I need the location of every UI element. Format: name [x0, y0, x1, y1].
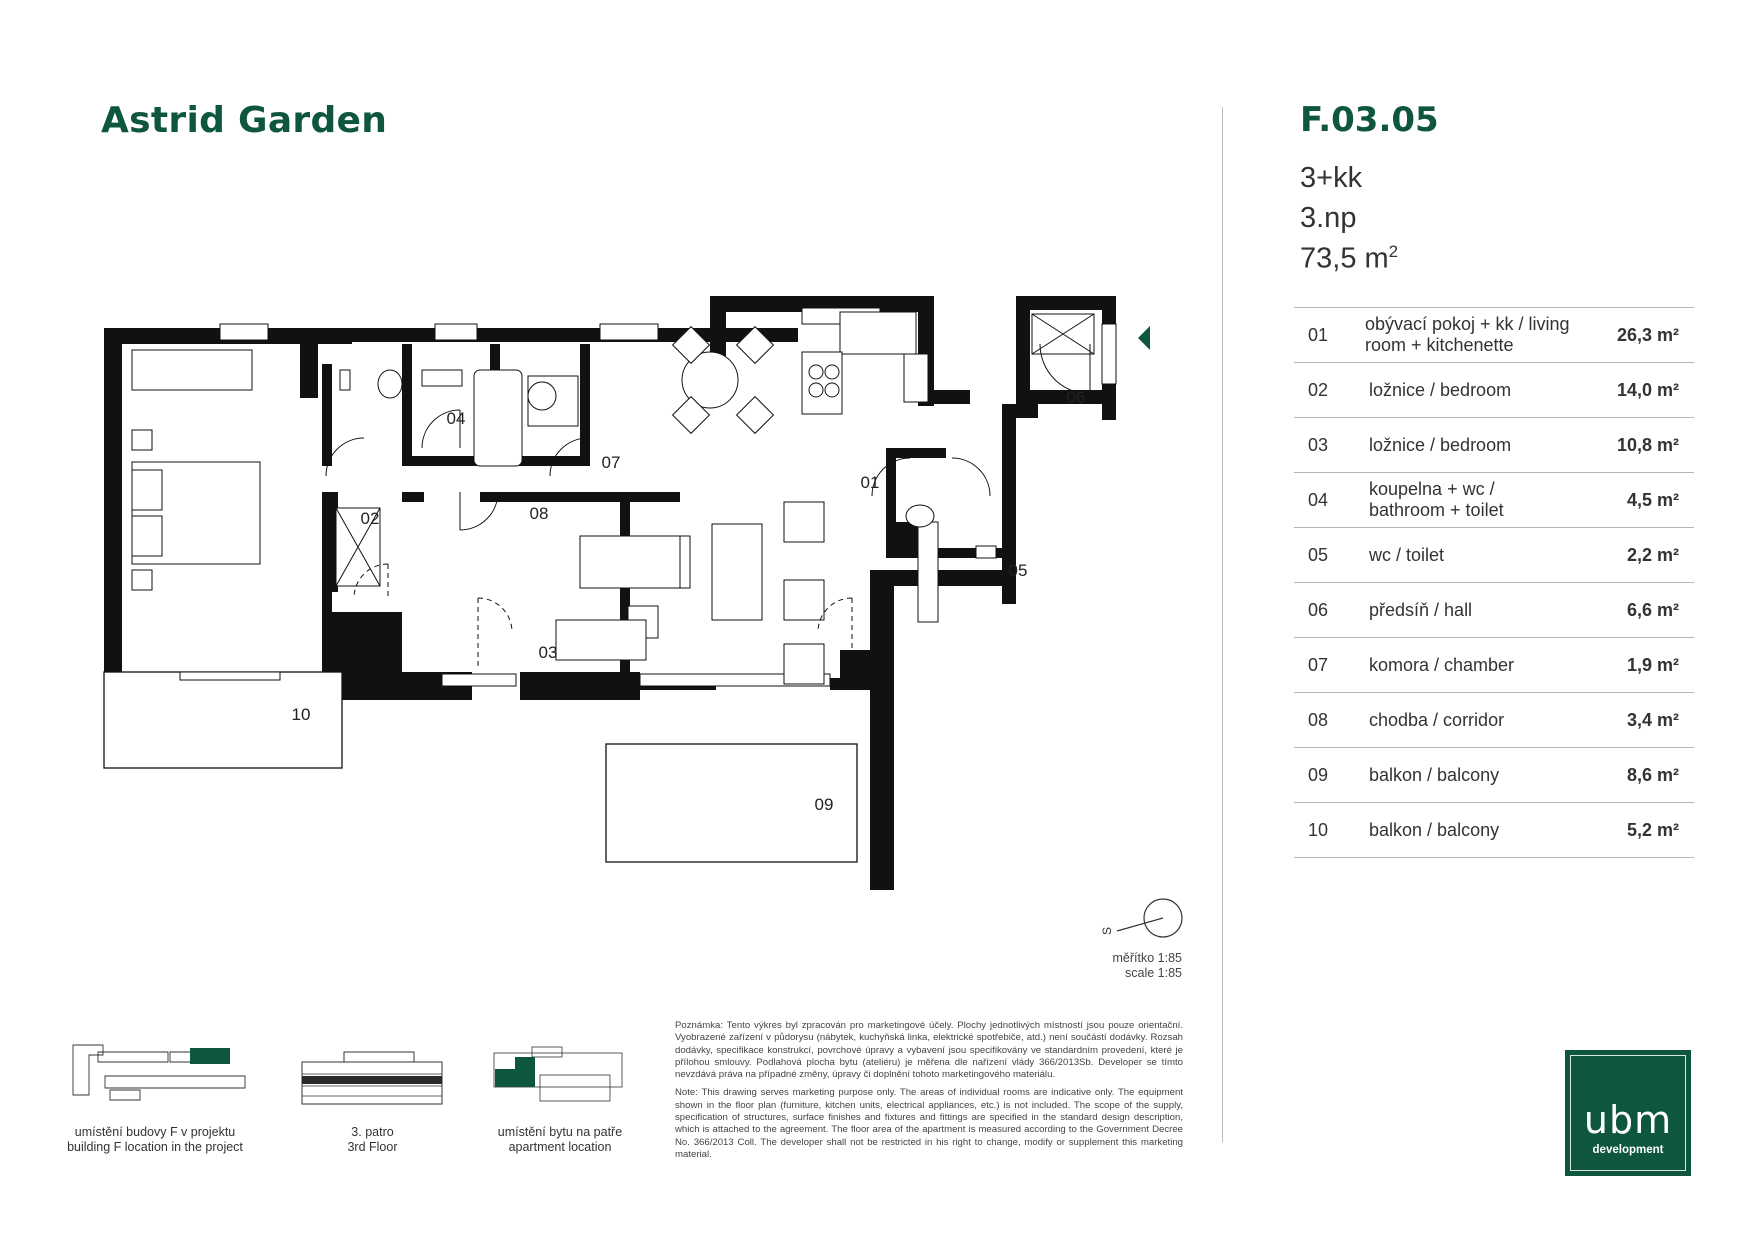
caption-en: apartment location — [508, 1140, 612, 1154]
scale-note — [1100, 951, 1182, 981]
room-number: 06 — [1308, 599, 1329, 620]
room-number: 10 — [1308, 819, 1329, 840]
room-name: wc / toilet — [1369, 544, 1445, 565]
room-schedule-table — [1294, 307, 1694, 858]
room-row — [1294, 473, 1694, 528]
room-row — [1294, 418, 1694, 473]
logo-wordmark: ubm — [1583, 1098, 1673, 1142]
room-label-03: 03 — [538, 643, 558, 662]
room-name: balkon / balcony — [1369, 819, 1500, 840]
room-row — [1294, 583, 1694, 638]
room-name: balkon / balcony — [1369, 764, 1500, 785]
room-area: 26,3 m² — [1616, 324, 1679, 345]
room-row — [1294, 638, 1694, 693]
room-area: 10,8 m² — [1616, 434, 1679, 455]
room-name: obývací pokoj + kk / living room + kitchenette — [1364, 314, 1570, 355]
room-area: 3,4 m² — [1626, 709, 1679, 730]
room-label-10: 10 — [291, 705, 311, 724]
compass-label: S — [1100, 926, 1114, 935]
toilet-04 — [378, 370, 402, 398]
room-number: 01 — [1308, 324, 1329, 345]
entrance-arrow-icon — [1138, 326, 1150, 350]
sofa — [712, 524, 762, 620]
apartment-floor: 3.np — [1300, 202, 1357, 234]
legal-note-cz: Poznámka: Tento výkres byl zpracován pro marketingové účely. Plochy jednotlivých místností jsou pouze orientační. Vyobrazené zařízení v půdorysu (nábytek, kuchyňská linka, elektrické spotřebiče, atd.) není součástí dodávky. Rozsah dodávky, specifikace konstrukcí, povrchové úpravy a vybavení jsou specifikovány ve standardním provedení, které je přílohou smlouvy. Podlahová plocha bytu (ateliéru) je měřena dle nařízení vlády 366/2013Sb. Developer se tímto nevzdává práva na případné změny, úpravy či doplnění tohoto marketingového materiálu. — [675, 1020, 1183, 1081]
room-area: 4,5 m² — [1626, 489, 1679, 510]
room-number: 09 — [1308, 764, 1329, 785]
apartment-location-thumbnail — [492, 1045, 627, 1105]
caption-cz: 3. patro — [351, 1125, 394, 1139]
caption-en: building F location in the project — [67, 1140, 243, 1154]
apartment-type: 3+kk — [1300, 162, 1363, 194]
balconies — [104, 672, 857, 862]
kitchen-counter — [840, 312, 916, 354]
room-label-06: 06 — [1066, 388, 1086, 407]
room-number: 03 — [1308, 434, 1329, 455]
project-title: Astrid Garden — [101, 100, 388, 141]
developer-logo — [1565, 1050, 1691, 1176]
bed-single — [580, 536, 690, 588]
room-number: 08 — [1308, 709, 1329, 730]
room-row — [1294, 803, 1694, 858]
caption-cz: umístění budovy F v projektu — [74, 1125, 236, 1139]
room-row — [1294, 363, 1694, 418]
room-name: komora / chamber — [1369, 654, 1515, 675]
room-name: ložnice / bedroom — [1369, 379, 1512, 400]
room-number: 04 — [1308, 489, 1329, 510]
apartment-area — [1300, 242, 1398, 276]
apartment-code: F.03.05 — [1300, 100, 1439, 140]
room-label-02: 02 — [360, 509, 380, 528]
thumbnail-caption-1 — [40, 1125, 270, 1155]
compass-icon — [1095, 895, 1185, 945]
walls — [104, 296, 1116, 890]
floor-plan — [80, 280, 1180, 900]
site-plan-thumbnail — [70, 1040, 250, 1110]
scale-cz: měřítko 1:85 — [1112, 951, 1182, 965]
cooktop — [802, 352, 842, 414]
room-name: chodba / corridor — [1369, 709, 1505, 730]
thumbnail-caption-2 — [300, 1125, 445, 1155]
room-label-08: 08 — [529, 504, 549, 523]
wall-left — [300, 328, 318, 398]
floor-elevation-thumbnail — [300, 1050, 445, 1106]
room-name: koupelna + wc / bathroom + toilet — [1369, 479, 1504, 520]
room-area: 6,6 m² — [1626, 599, 1679, 620]
legal-note-en: Note: This drawing serves marketing purpose only. The areas of individual rooms are indicative only. The equipment shown in the floor plan (furniture, kitchen units, electrical appliances, etc.) is not included. The scope of the supply, specification of structures, surface finishes and fixtures and fittings are specified in the standard design description, which is attached to the agreement. The floor area of the apartment is measured according to the Government Decree No. 366/2013 Coll. The developer shall not be restricted in his right to change, modify or supplement this marketing material. — [675, 1087, 1183, 1160]
room-area: 1,9 m² — [1626, 654, 1679, 675]
legal-note — [675, 1020, 1183, 1167]
room-label-09: 09 — [814, 795, 834, 814]
vertical-divider — [1222, 107, 1223, 1142]
area-unit-superscript: 2 — [1388, 242, 1399, 261]
bathtub — [474, 370, 522, 466]
caption-en: 3rd Floor — [347, 1140, 398, 1154]
room-row — [1294, 528, 1694, 583]
room-number: 02 — [1308, 379, 1329, 400]
room-label-05: 05 — [1008, 561, 1028, 580]
room-area: 14,0 m² — [1616, 379, 1679, 400]
caption-cz: umístění bytu na patře — [497, 1125, 623, 1139]
room-area: 2,2 m² — [1626, 544, 1679, 565]
room-name: ložnice / bedroom — [1369, 434, 1512, 455]
room-area: 8,6 m² — [1626, 764, 1679, 785]
room-row — [1294, 748, 1694, 803]
apartment-area-value: 73,5 m — [1300, 242, 1389, 275]
scale-en: scale 1:85 — [1125, 966, 1182, 980]
thumbnail-caption-3 — [470, 1125, 650, 1155]
room-number: 05 — [1308, 544, 1329, 565]
room-name: předsíň / hall — [1369, 599, 1473, 620]
logo-subtitle: development — [1592, 1144, 1664, 1156]
room-label-01: 01 — [860, 473, 880, 492]
room-label-04: 04 — [446, 409, 466, 428]
room-row — [1294, 308, 1694, 363]
room-row — [1294, 693, 1694, 748]
room-number: 07 — [1308, 654, 1329, 675]
room-label-07: 07 — [601, 453, 621, 472]
toilet-05 — [906, 505, 934, 527]
room-area: 5,2 m² — [1626, 819, 1679, 840]
wardrobe — [132, 350, 252, 390]
